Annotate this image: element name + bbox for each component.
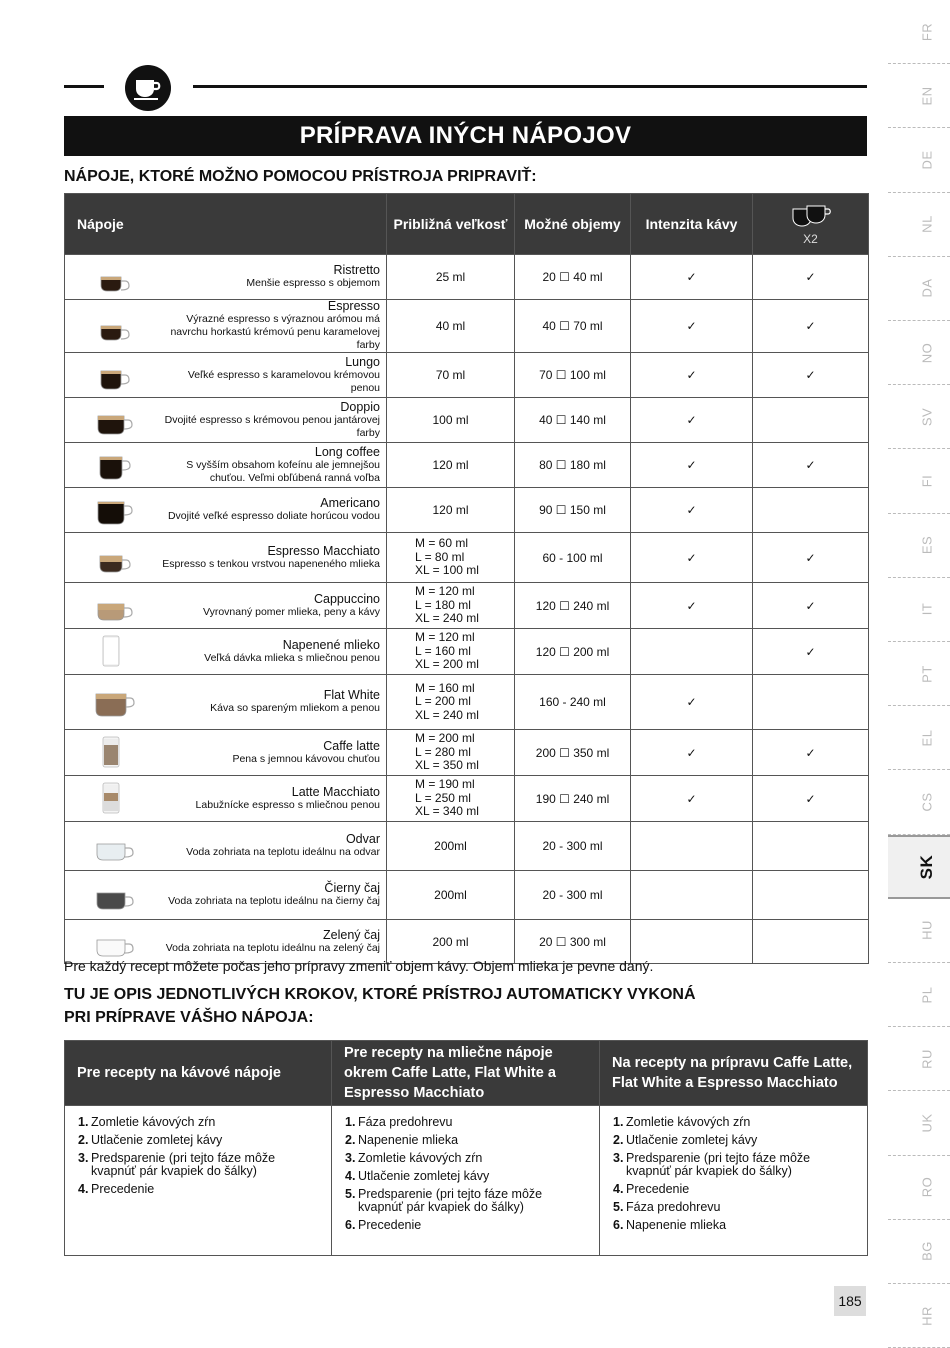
intensity-check: ✓ xyxy=(631,255,753,300)
drink-volumes: 20 ☐ 300 ml xyxy=(515,920,631,964)
drink-description: Dvojité espresso s krémovou penou jantárovej farby xyxy=(164,413,380,439)
language-tab-ro[interactable] xyxy=(888,1156,950,1220)
header-rule-left xyxy=(64,85,104,88)
language-tab-pl[interactable] xyxy=(888,963,950,1027)
step-item xyxy=(345,1188,587,1214)
language-tab-uk[interactable] xyxy=(888,1091,950,1155)
header-intensity: Intenzita kávy xyxy=(631,194,753,255)
language-tab-it[interactable] xyxy=(888,578,950,642)
drink-size xyxy=(387,488,515,533)
drink-name: Americano xyxy=(320,496,380,510)
size-value: 70 ml xyxy=(435,368,466,382)
double-check xyxy=(753,822,869,871)
latte-macchiato-glass-icon xyxy=(93,781,137,817)
step-text: Precedenie xyxy=(91,1182,155,1196)
drink-size xyxy=(387,730,515,776)
language-tab-label: SK xyxy=(917,854,936,879)
step-item xyxy=(613,1201,855,1214)
drink-row xyxy=(65,533,869,583)
language-tab-label: HR xyxy=(919,1305,935,1326)
step-text: Zomletie kávových zŕn xyxy=(626,1115,751,1129)
header-size: Približná veľkosť xyxy=(387,194,515,255)
drink-size xyxy=(387,443,515,488)
language-tab-label: RO xyxy=(919,1176,935,1198)
lungo-cup-icon xyxy=(93,357,137,393)
drink-volumes: 20 - 300 ml xyxy=(515,871,631,920)
intensity-check: ✓ xyxy=(631,776,753,822)
language-tab-fi[interactable] xyxy=(888,449,950,513)
step-number: 1. xyxy=(613,1115,624,1129)
drink-volumes: 160 - 240 ml xyxy=(515,675,631,730)
step-text: Fáza predohrevu xyxy=(358,1115,453,1129)
drinks-table xyxy=(64,193,869,964)
steps-list xyxy=(345,1116,587,1232)
size-value: 40 ml xyxy=(435,319,466,333)
intensity-check: ✓ xyxy=(631,353,753,398)
page-title: PRÍPRAVA INÝCH NÁPOJOV xyxy=(64,116,867,156)
steps-column xyxy=(332,1106,600,1256)
drink-row xyxy=(65,822,869,871)
step-text: Precedenie xyxy=(626,1182,690,1196)
size-value: XL = 340 ml xyxy=(415,804,479,819)
language-tab-label: FR xyxy=(919,22,935,41)
step-number: 4. xyxy=(345,1169,356,1183)
step-item xyxy=(613,1116,855,1129)
intensity-check: ✓ xyxy=(631,300,753,353)
drink-cell xyxy=(65,533,387,583)
language-tab-label: FI xyxy=(919,474,935,488)
language-tab-label: EN xyxy=(919,86,935,106)
step-text: Napenenie mlieka xyxy=(358,1133,459,1147)
steps-column-header: Pre recepty na mliečne nápoje okrem Caffe Latte, Flat White a Espresso Macchiato xyxy=(332,1041,600,1106)
drink-description: Dvojité veľké espresso doliate horúcou vodou xyxy=(167,510,380,522)
step-number: 5. xyxy=(613,1200,624,1214)
intensity-check xyxy=(631,871,753,920)
double-check: ✓ xyxy=(753,255,869,300)
step-number: 3. xyxy=(345,1151,356,1165)
size-value: XL = 350 ml xyxy=(415,758,479,773)
drink-cell xyxy=(65,353,387,398)
steps-header-row xyxy=(65,1041,868,1106)
drink-volumes: 70 ☐ 100 ml xyxy=(515,353,631,398)
drink-row xyxy=(65,353,869,398)
drink-cell xyxy=(65,675,387,730)
size-value: 120 ml xyxy=(432,458,469,472)
drink-description: Káva so spareným mliekom a penou xyxy=(210,702,380,714)
drink-size xyxy=(387,629,515,675)
drink-cell xyxy=(65,488,387,533)
language-tab-hu[interactable] xyxy=(888,899,950,963)
step-item xyxy=(613,1134,855,1147)
size-value: XL = 240 ml xyxy=(415,707,479,722)
intensity-check: ✓ xyxy=(631,675,753,730)
language-tab-da[interactable] xyxy=(888,257,950,321)
drink-row xyxy=(65,730,869,776)
header-rule-right xyxy=(193,85,867,88)
step-item xyxy=(345,1134,587,1147)
size-value: L = 250 ml xyxy=(415,790,471,805)
drink-name: Caffe latte xyxy=(323,738,380,753)
drink-row xyxy=(65,776,869,822)
language-tab-sk[interactable] xyxy=(888,835,950,899)
size-value: 120 ml xyxy=(432,503,469,517)
double-label: X2 xyxy=(803,231,818,246)
flat-white-cup-icon xyxy=(93,684,137,720)
intensity-check: ✓ xyxy=(631,533,753,583)
step-number: 1. xyxy=(78,1115,89,1129)
drinks-heading: NÁPOJE, KTORÉ MOŽNO POMOCOU PRÍSTROJA PRIPRAVIŤ: xyxy=(64,168,537,185)
drink-description: Espresso s tenkou vrstvou napeneného mlieka xyxy=(162,557,380,570)
drink-row xyxy=(65,255,869,300)
drink-cell xyxy=(65,255,387,300)
cappuccino-cup-icon xyxy=(93,588,137,624)
steps-column-header: Pre recepty na kávové nápoje xyxy=(65,1041,332,1106)
green-tea-cup-icon xyxy=(93,924,137,960)
drink-size xyxy=(387,822,515,871)
step-item xyxy=(78,1183,319,1196)
step-text: Zomletie kávových zŕn xyxy=(358,1151,483,1165)
step-text: Utlačenie zomletej kávy xyxy=(358,1169,490,1183)
drink-row xyxy=(65,920,869,964)
drink-name: Espresso xyxy=(327,299,380,313)
step-number: 2. xyxy=(345,1133,356,1147)
size-value: XL = 240 ml xyxy=(415,611,479,626)
step-item xyxy=(613,1183,855,1196)
step-text: Predsparenie (pri tejto fáze môže kvapnúť pár kvapiek do šálky) xyxy=(358,1187,543,1214)
drink-volumes: 190 ☐ 240 ml xyxy=(515,776,631,822)
double-check: ✓ xyxy=(753,776,869,822)
size-value: M = 60 ml xyxy=(415,536,469,551)
drink-cell xyxy=(65,300,387,353)
intensity-check xyxy=(631,629,753,675)
drink-description: Pena s jemnou kávovou chuťou xyxy=(232,752,380,765)
double-check: ✓ xyxy=(753,730,869,776)
steps-heading-2: PRI PRÍPRAVE VÁŠHO NÁPOJA: xyxy=(64,1009,314,1026)
drink-cell xyxy=(65,730,387,776)
language-tab-label: PT xyxy=(919,664,935,683)
size-value: 100 ml xyxy=(432,413,469,427)
espresso-cup-icon xyxy=(93,308,137,344)
drink-volumes: 40 ☐ 70 ml xyxy=(515,300,631,353)
double-check: ✓ xyxy=(753,353,869,398)
step-number: 3. xyxy=(613,1151,624,1165)
drink-size xyxy=(387,583,515,629)
drink-name: Odvar xyxy=(345,832,380,846)
language-tab-label: CS xyxy=(919,792,935,812)
language-tab-label: SV xyxy=(919,407,935,426)
drink-name: Cappuccino xyxy=(313,591,380,606)
double-check xyxy=(753,675,869,730)
language-tab-label: EL xyxy=(919,729,935,747)
drink-description: Menšie espresso s objemom xyxy=(246,277,380,289)
double-check xyxy=(753,920,869,964)
drink-row xyxy=(65,300,869,353)
drink-volumes: 120 ☐ 200 ml xyxy=(515,629,631,675)
size-value: XL = 100 ml xyxy=(415,563,479,578)
language-tab-hr[interactable] xyxy=(888,1284,950,1348)
size-value: 200ml xyxy=(434,888,467,902)
step-number: 4. xyxy=(78,1182,89,1196)
drink-row xyxy=(65,398,869,443)
intensity-check: ✓ xyxy=(631,583,753,629)
drink-description: Voda zohriata na teplotu ideálnu na čierny čaj xyxy=(168,895,380,907)
drink-row xyxy=(65,675,869,730)
size-value: 200ml xyxy=(434,839,467,853)
drink-volumes: 90 ☐ 150 ml xyxy=(515,488,631,533)
language-tab-label: IT xyxy=(919,603,935,616)
drink-size xyxy=(387,533,515,583)
header-double xyxy=(753,194,869,255)
drink-cell xyxy=(65,629,387,675)
language-tab-label: UK xyxy=(919,1113,935,1133)
drink-size xyxy=(387,398,515,443)
page-number: 185 xyxy=(834,1286,866,1316)
long-coffee-cup-icon xyxy=(93,447,137,483)
language-tab-ru[interactable] xyxy=(888,1027,950,1091)
language-tab-sv[interactable] xyxy=(888,385,950,449)
steps-body-row xyxy=(65,1106,868,1256)
language-tab-label: DE xyxy=(919,150,935,170)
steps-column xyxy=(65,1106,332,1256)
black-tea-cup-icon xyxy=(93,877,137,913)
step-number: 5. xyxy=(345,1187,356,1201)
intensity-check xyxy=(631,920,753,964)
drink-volumes: 120 ☐ 240 ml xyxy=(515,583,631,629)
step-text: Napenenie mlieka xyxy=(626,1218,727,1232)
drink-size xyxy=(387,920,515,964)
steps-heading-1: TU JE OPIS JEDNOTLIVÝCH KROKOV, KTORÉ PRÍSTROJ AUTOMATICKY VYKONÁ xyxy=(64,986,696,1003)
step-item xyxy=(78,1134,319,1147)
drinks-table-header xyxy=(65,194,869,255)
drink-name: Long coffee xyxy=(314,444,380,459)
drink-size xyxy=(387,776,515,822)
drink-name: Flat White xyxy=(323,688,380,702)
drink-description: Labužnícke espresso s mliečnou penou xyxy=(195,798,380,811)
drink-name: Espresso Macchiato xyxy=(267,543,380,558)
step-text: Fáza predohrevu xyxy=(626,1200,721,1214)
size-value: M = 200 ml xyxy=(415,731,475,746)
double-check xyxy=(753,871,869,920)
step-text: Predsparenie (pri tejto fáze môže kvapnúť pár kvapiek do šálky) xyxy=(626,1151,811,1178)
drink-volumes: 200 ☐ 350 ml xyxy=(515,730,631,776)
step-number: 2. xyxy=(78,1133,89,1147)
language-tab-en[interactable] xyxy=(888,64,950,128)
intensity-check: ✓ xyxy=(631,398,753,443)
drink-row xyxy=(65,488,869,533)
macchiato-cup-icon xyxy=(93,540,137,576)
step-number: 6. xyxy=(613,1218,624,1232)
step-number: 4. xyxy=(613,1182,624,1196)
step-number: 3. xyxy=(78,1151,89,1165)
language-tab-el[interactable] xyxy=(888,706,950,770)
size-value: M = 120 ml xyxy=(415,584,475,599)
intensity-check xyxy=(631,822,753,871)
latte-glass-icon xyxy=(93,735,137,771)
size-value: L = 160 ml xyxy=(415,643,471,658)
drink-name: Čierny čaj xyxy=(324,881,380,895)
step-item xyxy=(613,1152,855,1178)
drink-volumes: 80 ☐ 180 ml xyxy=(515,443,631,488)
drink-volumes: 40 ☐ 140 ml xyxy=(515,398,631,443)
language-tab-label: PL xyxy=(919,986,935,1004)
steps-column-header: Na recepty na prípravu Caffe Latte, Flat White a Espresso Macchiato xyxy=(600,1041,868,1106)
language-tab-label: BG xyxy=(919,1241,935,1262)
drink-name: Zelený čaj xyxy=(323,927,380,942)
volume-note: Pre každý recept môžete počas jeho prípravy zmeniť objem kávy. Objem mlieka je pevne daný. xyxy=(64,958,654,974)
americano-cup-icon xyxy=(93,492,137,528)
drink-name: Lungo xyxy=(345,354,380,369)
espresso-cup-icon xyxy=(93,259,137,295)
step-text: Zomletie kávových zŕn xyxy=(91,1115,216,1129)
drink-cell xyxy=(65,920,387,964)
double-check: ✓ xyxy=(753,533,869,583)
language-tab-label: NO xyxy=(919,342,935,363)
language-tab-label: NL xyxy=(919,215,935,233)
step-number: 6. xyxy=(345,1218,356,1232)
drink-size xyxy=(387,353,515,398)
double-check xyxy=(753,398,869,443)
language-tab-label: ES xyxy=(919,536,935,555)
drink-cell xyxy=(65,822,387,871)
drink-row xyxy=(65,583,869,629)
drink-description: S vyšším obsahom kofeínu ale jemnejšou chuťou. Veľmi obľúbená ranná voľba xyxy=(186,458,380,484)
drink-row xyxy=(65,629,869,675)
intensity-check: ✓ xyxy=(631,488,753,533)
step-number: 1. xyxy=(345,1115,356,1129)
drink-description: Výrazné espresso s výraznou arómou má navrchu horkastú krémovú penu karamelovej farby xyxy=(170,313,380,351)
size-value: L = 80 ml xyxy=(415,549,465,564)
drink-volumes: 20 - 300 ml xyxy=(515,822,631,871)
size-value: L = 280 ml xyxy=(415,744,471,759)
language-tab-bg[interactable] xyxy=(888,1220,950,1284)
language-tab-label: DA xyxy=(919,278,935,298)
drink-name: Ristretto xyxy=(333,263,380,277)
size-value: 25 ml xyxy=(435,270,466,284)
infusion-cup-icon xyxy=(93,828,137,864)
size-value: L = 180 ml xyxy=(415,597,471,612)
size-value: L = 200 ml xyxy=(415,694,471,709)
drink-name: Latte Macchiato xyxy=(291,784,380,799)
language-tab-label: RU xyxy=(919,1048,935,1069)
drink-cell xyxy=(65,871,387,920)
double-check: ✓ xyxy=(753,443,869,488)
drink-volumes: 20 ☐ 40 ml xyxy=(515,255,631,300)
drink-description: Veľké espresso s karamelovou krémovou penou xyxy=(187,368,380,394)
size-value: 200 ml xyxy=(432,934,469,949)
step-item xyxy=(345,1152,587,1165)
drink-cell xyxy=(65,583,387,629)
size-value: M = 160 ml xyxy=(415,680,475,695)
step-text: Utlačenie zomletej kávy xyxy=(626,1133,758,1147)
drink-cell xyxy=(65,776,387,822)
language-tab-no[interactable] xyxy=(888,321,950,385)
language-tab-nl[interactable] xyxy=(888,193,950,257)
milk-glass-icon xyxy=(93,634,137,670)
size-value: XL = 200 ml xyxy=(415,657,479,672)
size-value: M = 120 ml xyxy=(415,630,475,645)
language-tab-cs[interactable] xyxy=(888,770,950,834)
drink-cell xyxy=(65,443,387,488)
steps-column xyxy=(600,1106,868,1256)
size-value: M = 190 ml xyxy=(415,777,475,792)
step-item xyxy=(613,1219,855,1232)
drink-name: Napenené mlieko xyxy=(282,637,380,652)
step-text: Utlačenie zomletej kávy xyxy=(91,1133,223,1147)
steps-table xyxy=(64,1040,868,1256)
double-check: ✓ xyxy=(753,583,869,629)
drink-size xyxy=(387,300,515,353)
drink-size xyxy=(387,871,515,920)
drink-description: Veľká dávka mlieka s mliečnou penou xyxy=(204,651,380,664)
double-check: ✓ xyxy=(753,300,869,353)
drink-cell xyxy=(65,398,387,443)
drink-description: Vyrovnaný pomer mlieka, peny a kávy xyxy=(202,605,380,618)
drink-row xyxy=(65,871,869,920)
language-tab-pt[interactable] xyxy=(888,642,950,706)
step-number: 2. xyxy=(613,1133,624,1147)
step-item xyxy=(345,1219,587,1232)
header-drinks: Nápoje xyxy=(65,194,387,255)
language-tab-label: HU xyxy=(919,920,935,941)
language-tab-de[interactable] xyxy=(888,128,950,192)
drink-row xyxy=(65,443,869,488)
step-item xyxy=(345,1170,587,1183)
doppio-cup-icon xyxy=(93,402,137,438)
language-tab-es[interactable] xyxy=(888,514,950,578)
step-text: Predsparenie (pri tejto fáze môže kvapnúť pár kvapiek do šálky) xyxy=(91,1151,276,1178)
drink-description: Voda zohriata na teplotu ideálnu na zelený čaj xyxy=(165,941,380,954)
steps-list xyxy=(78,1116,319,1196)
double-check: ✓ xyxy=(753,629,869,675)
language-tab-fr[interactable] xyxy=(888,0,950,64)
step-item xyxy=(78,1152,319,1178)
steps-list xyxy=(613,1116,855,1232)
step-text: Precedenie xyxy=(358,1218,422,1232)
intensity-check: ✓ xyxy=(631,443,753,488)
double-check xyxy=(753,488,869,533)
drink-description: Voda zohriata na teplotu ideálnu na odvar xyxy=(186,846,380,858)
header-volumes: Možné objemy xyxy=(515,194,631,255)
double-cup-icon xyxy=(790,203,832,229)
drink-size xyxy=(387,255,515,300)
intensity-check: ✓ xyxy=(631,730,753,776)
drink-volumes: 60 - 100 ml xyxy=(515,533,631,583)
step-item xyxy=(345,1116,587,1129)
drink-size xyxy=(387,675,515,730)
coffee-cup-icon xyxy=(125,65,171,111)
drink-name: Doppio xyxy=(340,399,380,414)
step-item xyxy=(78,1116,319,1129)
